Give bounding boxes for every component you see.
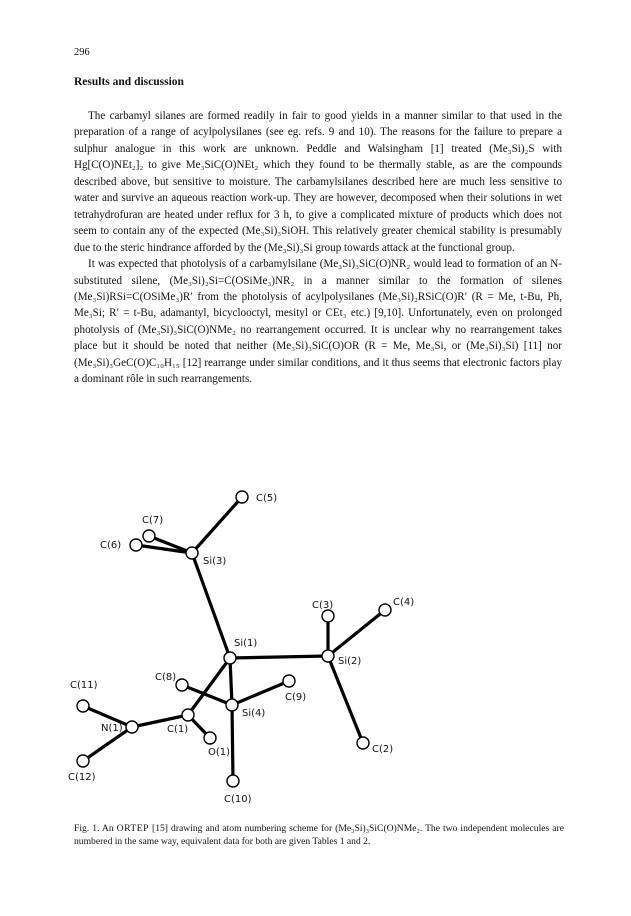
atom-si3 — [186, 547, 198, 559]
label-si2: Si(2) — [338, 656, 362, 667]
atom-c11 — [77, 700, 89, 712]
label-si1: Si(1) — [234, 638, 258, 649]
label-c9: C(9) — [285, 692, 307, 703]
atom-si1 — [224, 652, 236, 664]
label-c10: C(10) — [224, 794, 252, 805]
atom-c12 — [77, 755, 89, 767]
bond-si4-c10 — [232, 705, 233, 781]
atom-n1 — [126, 721, 138, 733]
label-c11: C(11) — [70, 680, 98, 691]
bond-si1-si2 — [230, 656, 328, 658]
body-text — [74, 108, 562, 388]
paragraph-1: The carbamyl silanes are formed readily in fair to good yields in a manner similar to that used in the preparation of a range of acylpolysilanes (see eg. refs. 9 and 10). The reasons for the failure to prepare a sulphur analogue in this work are unknown. Peddle and Walsingham [1] treated (Me₃Si)₂S with Hg[C(O)NEt₂]₂ to give Me₃SiC(O)NEt₂ which they found to be thermally stable, as are the compounds described above, but sensitive to moisture. The carbamylsilanes described here are much less sensitive to water and survive an aqueous reaction work-up. They are however, decomposed when their solutions in wet tetrahydrofuran are heated under reflux for 3 h, to give a complicated mixture of products which does not seem to contain any of the expected (Me₃Si)₃SiOH. This relatively greater chemical stability is presumably due to the steric hindrance afforded by the (Me₃Si)₃Si group towards attack at the functional group. — [74, 110, 562, 254]
bond-si4-c9 — [232, 681, 289, 705]
atom-si2 — [322, 650, 334, 662]
atom-c3 — [322, 610, 334, 622]
label-c3: C(3) — [312, 600, 334, 611]
bond-si2-c4 — [328, 610, 385, 656]
atom-si4 — [226, 699, 238, 711]
bond-si1-c1 — [188, 658, 230, 715]
atom-c7 — [143, 530, 155, 542]
label-c12: C(12) — [68, 772, 96, 783]
label-c7: C(7) — [142, 515, 164, 526]
section-heading: Results and discussion — [74, 76, 184, 88]
caption-prefix: Fig. 1. An — [74, 823, 114, 834]
molecule-drawing — [60, 470, 580, 810]
ortep-figure — [60, 470, 580, 810]
paragraph-2: It was expected that photolysis of a carbamylsilane (Me₃Si)₃SiC(O)NR₂ would lead to formation of an N-substituted silene, (Me₃Si)₂Si=C(OSiMe₃)NR₂ in a manner similar to the formation of silenes (Me₃Si)RSi=C(OSiMe₃)R′ from the photolysis of acylpolysilanes (Me₃Si)₂RSiC(O)R′ (R = Me, t-Bu, Ph, Me₃Si; R′ = t-Bu, adamantyl, bicyclooctyl, mesityl or CEt₃ etc.) [9,10]. Unfortunately, even on prolonged photolysis of (Me₃Si)₃SiC(O)NMe₂ no rearrangement occurred. It is unclear why no rearrangement takes place but it should be noted that neither (Me₃Si)₃SiC(O)OR (R = Me, Me₃Si, or (Me₃Si)₃Si) [11] nor (Me₃Si)₃GeC(O)C₁₀H₁₅ [12] rearrange under similar conditions, and it thus seems that electronic factors play a dominant rôle in such rearrangements. — [74, 258, 562, 386]
label-c5: C(5) — [256, 493, 278, 504]
atom-labels — [68, 493, 414, 805]
label-c4: C(4) — [393, 597, 415, 608]
label-c1: C(1) — [167, 724, 189, 735]
atom-c4 — [379, 604, 391, 616]
atom-c8 — [176, 679, 188, 691]
label-c6: C(6) — [100, 540, 122, 551]
atom-o1 — [204, 732, 216, 744]
atom-c1 — [182, 709, 194, 721]
bond-si2-c2 — [328, 656, 363, 743]
label-o1: O(1) — [208, 747, 231, 758]
bond-si1-si4 — [230, 658, 232, 705]
label-c2: C(2) — [372, 744, 394, 755]
atom-c9 — [283, 675, 295, 687]
label-n1: N(1) — [101, 723, 123, 734]
caption-text: [15] drawing and atom numbering scheme for (Me₃Si)₃SiC(O)NMe₂. The two independent molecules are numbered in the same way, equivalent data for both are given Tables 1 and 2. — [74, 823, 564, 847]
atom-c2 — [357, 737, 369, 749]
bond-c5-si3 — [192, 497, 242, 553]
caption-program: ORTEP — [116, 823, 149, 834]
atom-c6 — [130, 539, 142, 551]
atom-c5 — [236, 491, 248, 503]
label-si4: Si(4) — [242, 708, 266, 719]
bond-si3-si1 — [192, 553, 230, 658]
figure-caption — [74, 822, 564, 848]
label-c8: C(8) — [155, 672, 177, 683]
label-si3: Si(3) — [203, 556, 227, 567]
atom-c10 — [227, 775, 239, 787]
page-number: 296 — [74, 47, 90, 58]
